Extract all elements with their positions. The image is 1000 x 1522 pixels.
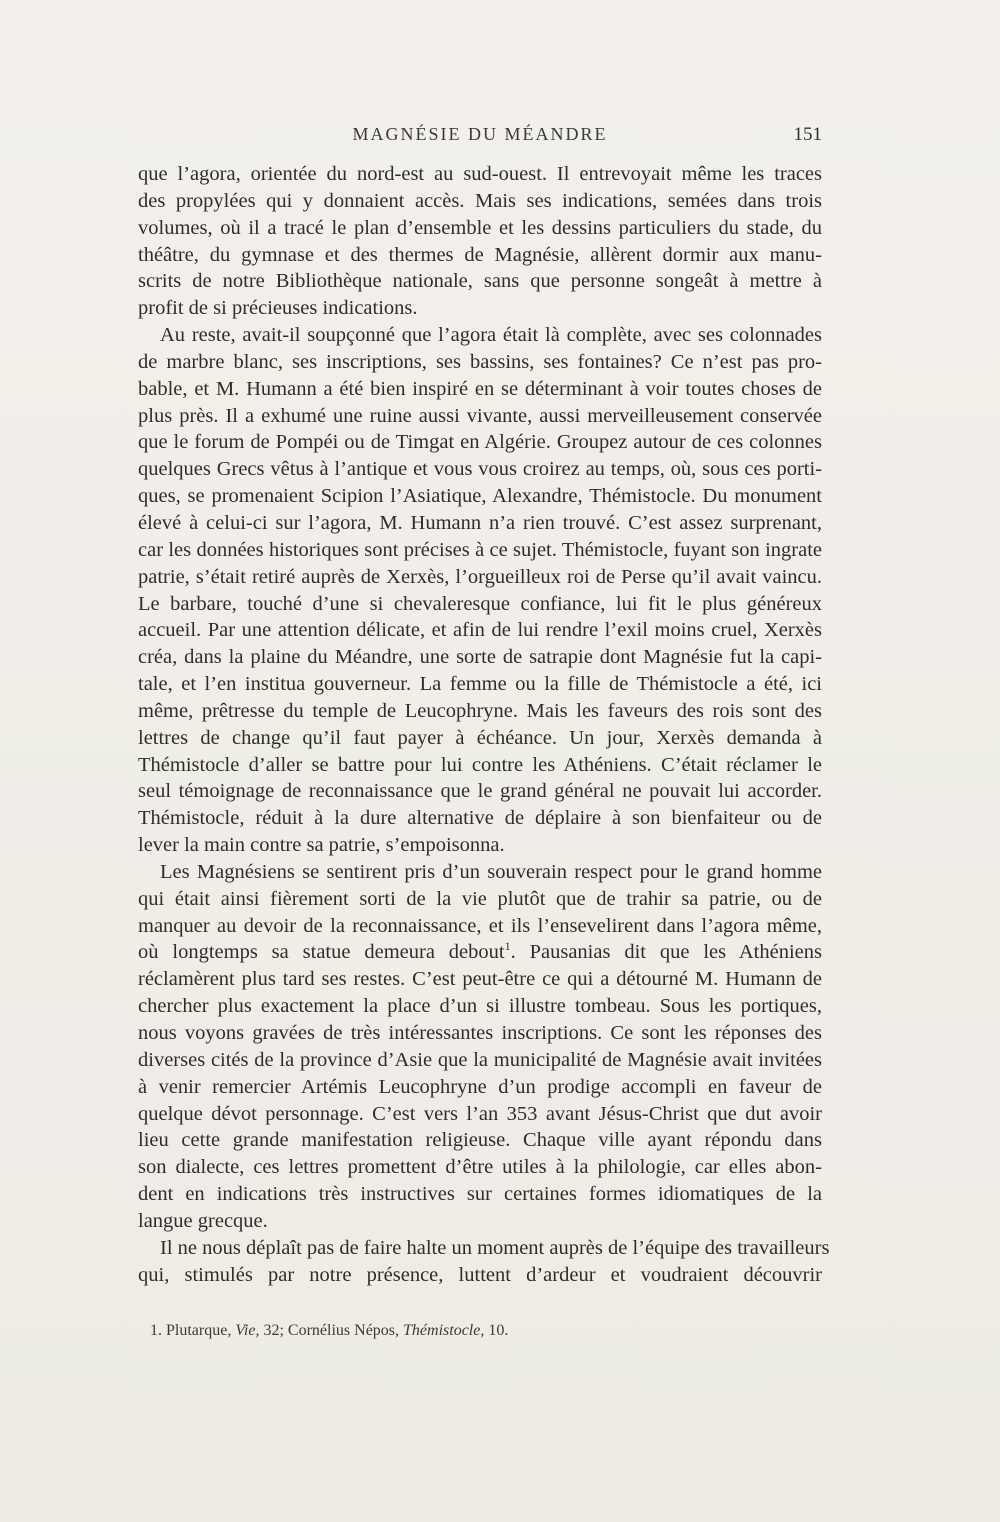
text-line: Thémistocle d’aller se battre pour lui contre les Athéniens. C’était réclamer le: [138, 753, 822, 776]
text-line: langue grecque.: [138, 1209, 268, 1232]
footnote-ref-text: 10.: [488, 1322, 509, 1339]
text-line: scrits de notre Bibliothèque nationale, sans que personne songeât à mettre à: [138, 270, 822, 293]
paragraph: [138, 859, 822, 1235]
text-line: lever la main contre sa patrie, s’empoisonna.: [138, 834, 505, 857]
text-line: tale, et l’en institua gouverneur. La femme ou la fille de Thémistocle a été, ici: [138, 673, 822, 696]
text-line: même, prêtresse du temple de Leucophryne. Mais les faveurs des rois sont des: [138, 699, 822, 722]
text-line: de marbre blanc, ses inscriptions, ses bassins, ses fontaines? Ce n’est pas pro-: [138, 350, 822, 373]
footnote-author: Plutarque,: [166, 1322, 232, 1339]
text-line: que le forum de Pompéi ou de Timgat en Algérie. Groupez autour de ces colonnes: [138, 431, 822, 454]
text-line: volumes, où il a tracé le plan d’ensemble et les dessins particuliers du stade, du: [138, 216, 822, 239]
text-line: plus près. Il a exhumé une ruine aussi vivante, aussi merveilleusement conservée: [138, 404, 822, 427]
footnote-number: 1.: [150, 1322, 162, 1339]
text-line: lettres de change qu’il faut payer à échéance. Un jour, Xerxès demanda à: [138, 726, 822, 749]
footnote-ref[interactable]: 1: [504, 939, 511, 954]
page-number: 151: [793, 124, 822, 145]
text-line: nous voyons gravées de très intéressantes inscriptions. Ce sont les réponses des: [138, 1022, 822, 1044]
footnote-work: Thémistocle,: [403, 1322, 485, 1339]
text-line: ques, se promenaient Scipion l’Asiatique, Alexandre, Thémistocle. Du monument: [138, 485, 822, 508]
text-line: que l’agora, orientée du nord-est au sud-ouest. Il entrevoyait même les traces: [138, 163, 822, 185]
text-line: diverses cités de la province d’Asie que la municipalité de Magnésie avait invitées: [138, 1048, 822, 1071]
text-line: car les données historiques sont précises à ce sujet. Thémistocle, fuyant son ingrate: [138, 538, 822, 561]
text-line: Il ne nous déplaît pas de faire halte un moment auprès de l’équipe des travailleurs: [160, 1236, 830, 1259]
text-line: quelques Grecs vêtus à l’antique et vous vous croirez au temps, où, sous ces porti-: [138, 458, 822, 481]
text-line: qui, stimulés par notre présence, luttent d’ardeur et voudraient découvrir: [138, 1263, 822, 1286]
text-line: des propylées qui y donnaient accès. Mais ses indications, semées dans trois: [138, 189, 822, 212]
body-text: [138, 161, 830, 1288]
text-line: qui était ainsi fièrement sorti de la vie plutôt que de trahir sa patrie, ou de: [138, 887, 822, 910]
text-segment: où longtemps sa statue demeura debout: [138, 941, 505, 964]
paragraph: [138, 322, 822, 859]
running-head: [138, 124, 822, 154]
text-line: son dialecte, ces lettres promettent d’être utiles à la philologie, car elles abon-: [138, 1156, 822, 1179]
text-line: bable, et M. Humann a été bien inspiré en se déterminant à voir toutes choses de: [138, 377, 822, 400]
text-line: théâtre, du gymnase et des thermes de Magnésie, allèrent dormir aux manu-: [138, 243, 822, 266]
text-line: Les Magnésiens se sentirent pris d’un souverain respect pour le grand homme: [160, 860, 822, 883]
text-line: dent en indications très instructives sur certaines formes idiomatiques de la: [138, 1183, 822, 1206]
text-line: seul témoignage de reconnaissance que le grand général ne pouvait lui accorder.: [138, 780, 822, 803]
text-line: réclamèrent plus tard ses restes. C’est peut-être ce qui a détourné M. Humann de: [138, 968, 822, 991]
text-line-with-note: [138, 939, 822, 966]
text-line: Le barbare, touché d’une si chevaleresque confiance, lui fit le plus généreux: [138, 592, 822, 615]
footnote: [150, 1322, 822, 1340]
text-line: lieu cette grande manifestation religieuse. Chaque ville ayant répondu dans: [138, 1129, 822, 1152]
text-line: élevé à celui-ci sur l’agora, M. Humann n’a rien trouvé. C’est assez surprenant,: [138, 511, 822, 534]
text-line: manquer au devoir de la reconnaissance, et ils l’ensevelirent dans l’agora même,: [138, 914, 822, 937]
footnote-ref-text: 32; Cornélius Népos,: [263, 1322, 400, 1339]
paragraph: [138, 1235, 830, 1289]
text-line: accueil. Par une attention délicate, et afin de lui rendre l’exil moins cruel, Xerxès: [138, 619, 822, 642]
text-line: créa, dans la plaine du Méandre, une sorte de satrapie dont Magnésie fut la capi-: [138, 646, 822, 669]
paragraph: [138, 161, 822, 322]
footnote-work: Vie,: [235, 1322, 260, 1339]
text-line: profit de si précieuses indications.: [138, 297, 418, 320]
text-line: chercher plus exactement la place d’un si illustre tombeau. Sous les portiques,: [138, 995, 822, 1018]
text-line: Au reste, avait-il soupçonné que l’agora était là complète, avec ses colonnades: [160, 324, 822, 347]
text-segment: . Pausanias dit que les Athéniens: [510, 941, 822, 964]
text-line: patrie, s’était retiré auprès de Xerxès, l’orgueilleux roi de Perse qu’il avait vaincu.: [138, 565, 822, 588]
text-line: à venir remercier Artémis Leucophryne d’un prodige accompli en faveur de: [138, 1075, 822, 1098]
text-line: Thémistocle, réduit à la dure alternative de déplaire à son bienfaiteur ou de: [138, 807, 822, 830]
text-line: quelque dévot personnage. C’est vers l’an 353 avant Jésus-Christ que dut avoir: [138, 1102, 822, 1125]
running-title: MAGNÉSIE DU MÉANDRE: [352, 124, 608, 144]
